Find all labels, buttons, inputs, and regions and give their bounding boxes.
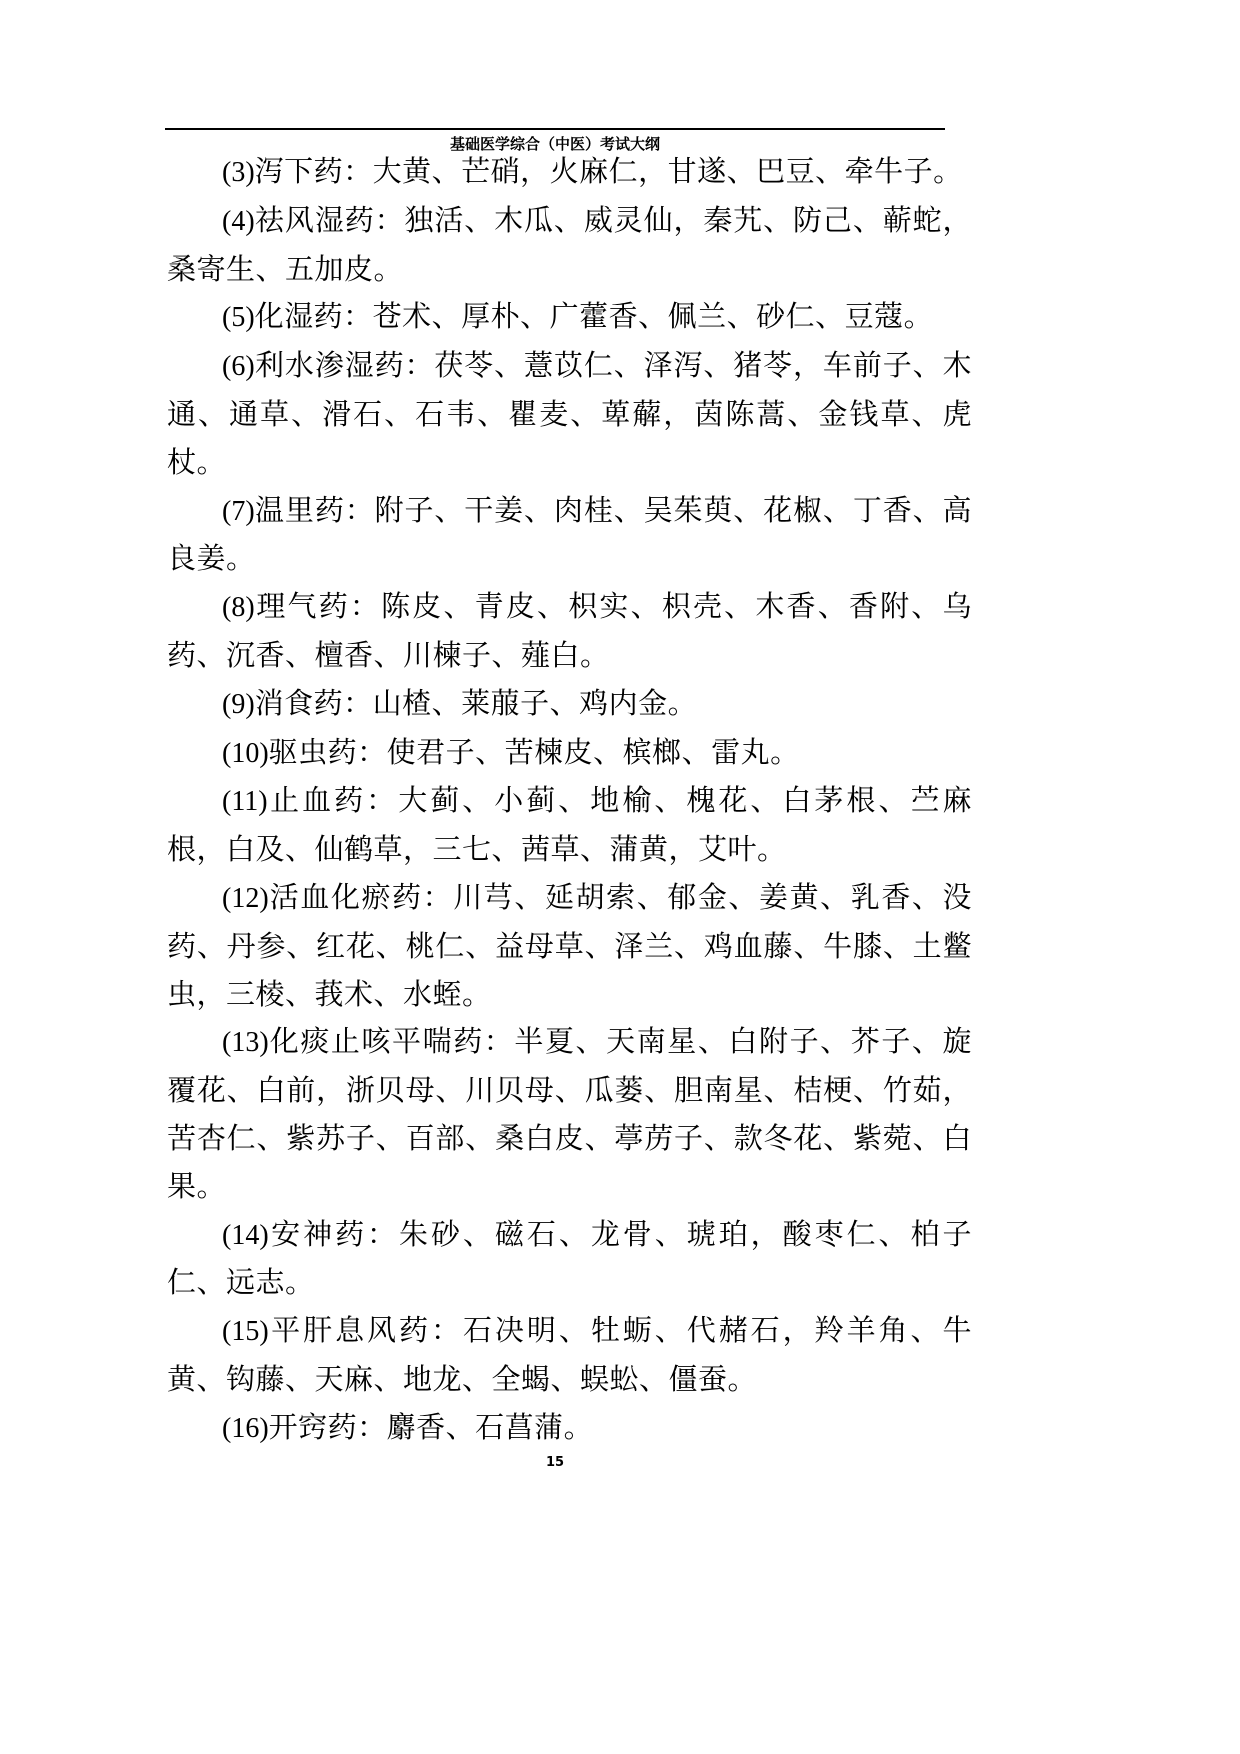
paragraph-interior-warming-herbs <box>167 487 972 584</box>
item-number: (14) <box>222 1219 269 1251</box>
running-header-title: 基础医学综合（中医）考试大纲 <box>449 135 660 153</box>
item-number: (13) <box>222 1027 269 1059</box>
item-text: 利水渗湿药：茯苓、薏苡仁、泽泻、猪苓，车前子、木通、通草、滑石、石韦、瞿麦、萆薢，茵陈蒿、金钱草、虎杖。 <box>167 348 972 479</box>
item-text: 祛风湿药：独活、木瓜、威灵仙，秦艽、防己、蕲蛇，桑寄生、五加皮。 <box>167 202 972 286</box>
item-number: (12) <box>222 882 269 914</box>
paragraph-digestive-herbs <box>167 680 972 729</box>
item-number: (7) <box>222 495 255 527</box>
item-text: 化湿药：苍术、厚朴、广藿香、佩兰、砂仁、豆蔻。 <box>254 299 934 334</box>
item-text: 安神药：朱砂、磁石、龙骨、琥珀，酸枣仁、柏子仁、远志。 <box>167 1216 972 1300</box>
document-body <box>167 148 972 1453</box>
paragraph-liver-calming-herbs <box>167 1307 972 1404</box>
paragraph-phlegm-cough-herbs <box>167 1018 972 1210</box>
item-number: (9) <box>222 688 255 720</box>
item-text: 驱虫药：使君子、苦楝皮、槟榔、雷丸。 <box>268 734 800 769</box>
item-number: (15) <box>222 1316 269 1348</box>
paragraph-qi-regulating-herbs <box>167 583 972 680</box>
page-number: 15 <box>545 1455 565 1470</box>
item-number: (8) <box>222 592 255 624</box>
item-text: 止血药：大蓟、小蓟、地榆、槐花、白茅根、苎麻根，白及、仙鹤草，三七、茜草、蒲黄，艾叶。 <box>167 783 972 867</box>
paragraph-blood-activating-herbs <box>167 874 972 1018</box>
item-number: (4) <box>222 205 255 237</box>
paragraph-diuretic-herbs <box>167 342 972 486</box>
paragraph-orifice-opening-herbs <box>167 1404 972 1453</box>
item-text: 活血化瘀药：川芎、延胡索、郁金、姜黄、乳香、没药、丹参、红花、桃仁、益母草、泽兰、鸡血藤、牛膝、土鳖虫，三棱、莪术、水蛭。 <box>167 879 972 1011</box>
item-text: 平肝息风药：石决明、牡蛎、代赭石，羚羊角、牛黄、钩藤、天麻、地龙、全蝎、蜈蚣、僵蚕。 <box>167 1313 972 1396</box>
item-number: (11) <box>222 786 268 818</box>
paragraph-purgative-herbs <box>167 148 972 197</box>
paragraph-wind-damp-herbs <box>167 197 972 294</box>
item-number: (10) <box>222 737 269 769</box>
item-text: 消食药：山楂、莱菔子、鸡内金。 <box>254 685 698 720</box>
paragraph-damp-resolving-herbs <box>167 293 972 342</box>
header-rule <box>165 128 945 130</box>
item-text: 化痰止咳平喘药：半夏、天南星、白附子、芥子、旋覆花、白前，浙贝母、川贝母、瓜蒌、胆南星、桔梗、竹茹，苦杏仁、紫苏子、百部、桑白皮、葶苈子、款冬花、紫菀、白果。 <box>167 1024 972 1203</box>
paragraph-tranquilizing-herbs <box>167 1211 972 1308</box>
item-number: (3) <box>222 157 255 188</box>
item-text: 开窍药：麝香、石菖蒲。 <box>268 1409 594 1444</box>
paragraph-hemostatic-herbs <box>167 777 972 874</box>
paragraph-anthelmintic-herbs <box>167 729 972 778</box>
item-text: 泻下药：大黄、芒硝，火麻仁，甘遂、巴豆、牵牛子。 <box>254 154 963 188</box>
item-number: (16) <box>222 1412 269 1444</box>
item-number: (5) <box>222 302 255 334</box>
item-text: 理气药：陈皮、青皮、枳实、枳壳、木香、香附、乌药、沉香、檀香、川楝子、薤白。 <box>167 589 972 672</box>
item-number: (6) <box>222 351 255 383</box>
item-text: 温里药：附子、干姜、肉桂、吴茱萸、花椒、丁香、高良姜。 <box>167 492 972 576</box>
